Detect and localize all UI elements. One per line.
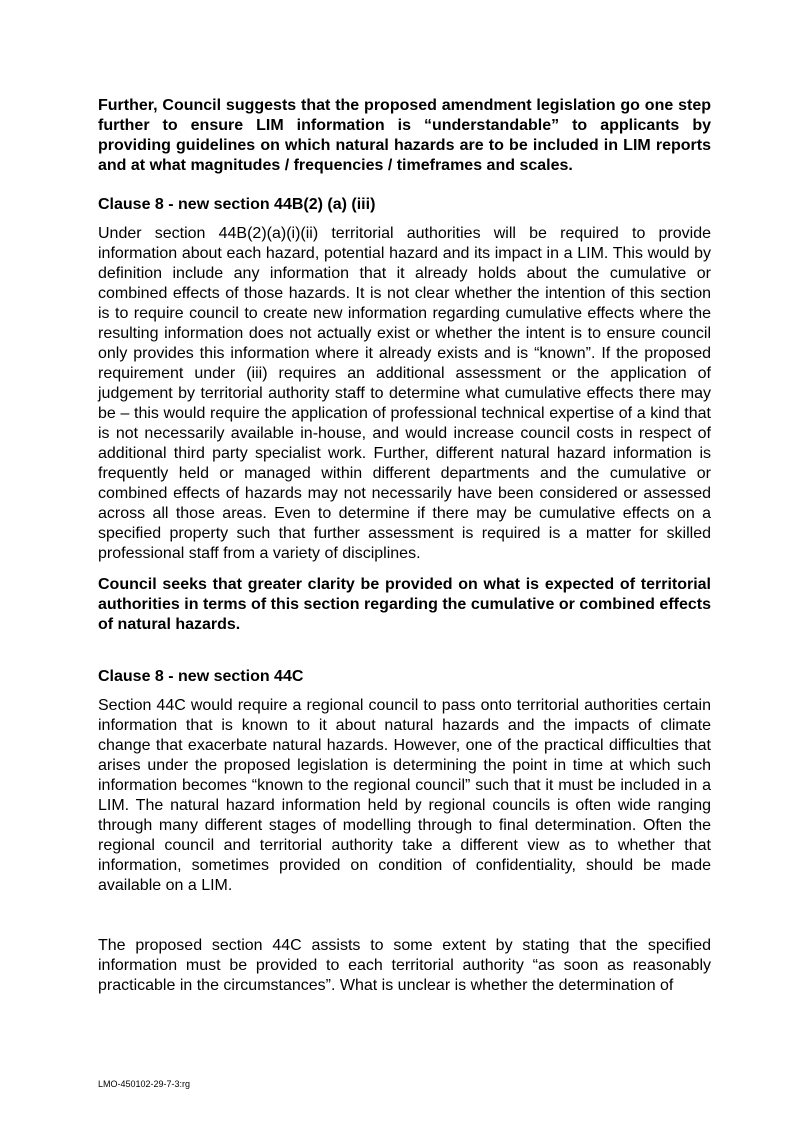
footer-reference: LMO-450102-29-7-3:rg (98, 1079, 191, 1089)
document-body (98, 96, 711, 996)
section-44c-body: Section 44C would require a regional council to pass onto territorial authorities certain information that is known to it about natural hazards and the impacts of climate change that exacerbate natural hazards. However, one of the practical difficulties that arises under the proposed legislation is determining the point in time at which such information becomes “known to the regional council” such that it must be included in a LIM. The natural hazard information held by regional councils is often wide ranging through many different stages of modelling through to final determination. Often the regional council and territorial authority take a different view as to whether that information, sometimes provided on condition of confidentiality, should be made available on a LIM. (98, 697, 711, 894)
section-44b-request: Council seeks that greater clarity be provided on what is expected of territorial authorities in terms of this section regarding the cumulative or combined effects of natural hazards. (98, 576, 711, 633)
section-heading-44c: Clause 8 - new section 44C (98, 668, 304, 685)
section-heading-44b: Clause 8 - new section 44B(2) (a) (iii) (98, 196, 376, 213)
section-44c-body-continued: The proposed section 44C assists to some extent by stating that the specified information must be provided to each territorial authority “as soon as reasonably practicable in the circumstances”. What is unclear is whether the determination of (98, 937, 711, 994)
lead-request-paragraph: Further, Council suggests that the proposed amendment legislation go one step further to ensure LIM information is “understandable” to applicants by providing guidelines on which natural hazards are to be included in LIM reports and at what magnitudes / frequencies / timeframes and scales. (98, 97, 711, 174)
section-44b-body: Under section 44B(2)(a)(i)(ii) territorial authorities will be required to provide information about each hazard, potential hazard and its impact in a LIM. This would by definition include any information that it already holds about the cumulative or combined effects of those hazards. It is not clear whether the intention of this section is to require council to create new information regarding cumulative effects where the resulting information does not actually exist or whether the intent is to ensure council only provides this information where it already exists and is “known”. If the proposed requirement under (iii) requires an additional assessment or the application of judgement by territorial authority staff to determine what cumulative effects there may be – this would require the application of professional technical expertise of a kind that is not necessarily available in-house, and would increase council costs in respect of additional third party specialist work. Further, different natural hazard information is frequently held or managed within different departments and the cumulative or combined effects of hazards may not necessarily have been considered or assessed across all those areas. Even to determine if there may be cumulative effects on a specified property such that further assessment is required is a matter for skilled professional staff from a variety of disciplines. (98, 225, 711, 562)
